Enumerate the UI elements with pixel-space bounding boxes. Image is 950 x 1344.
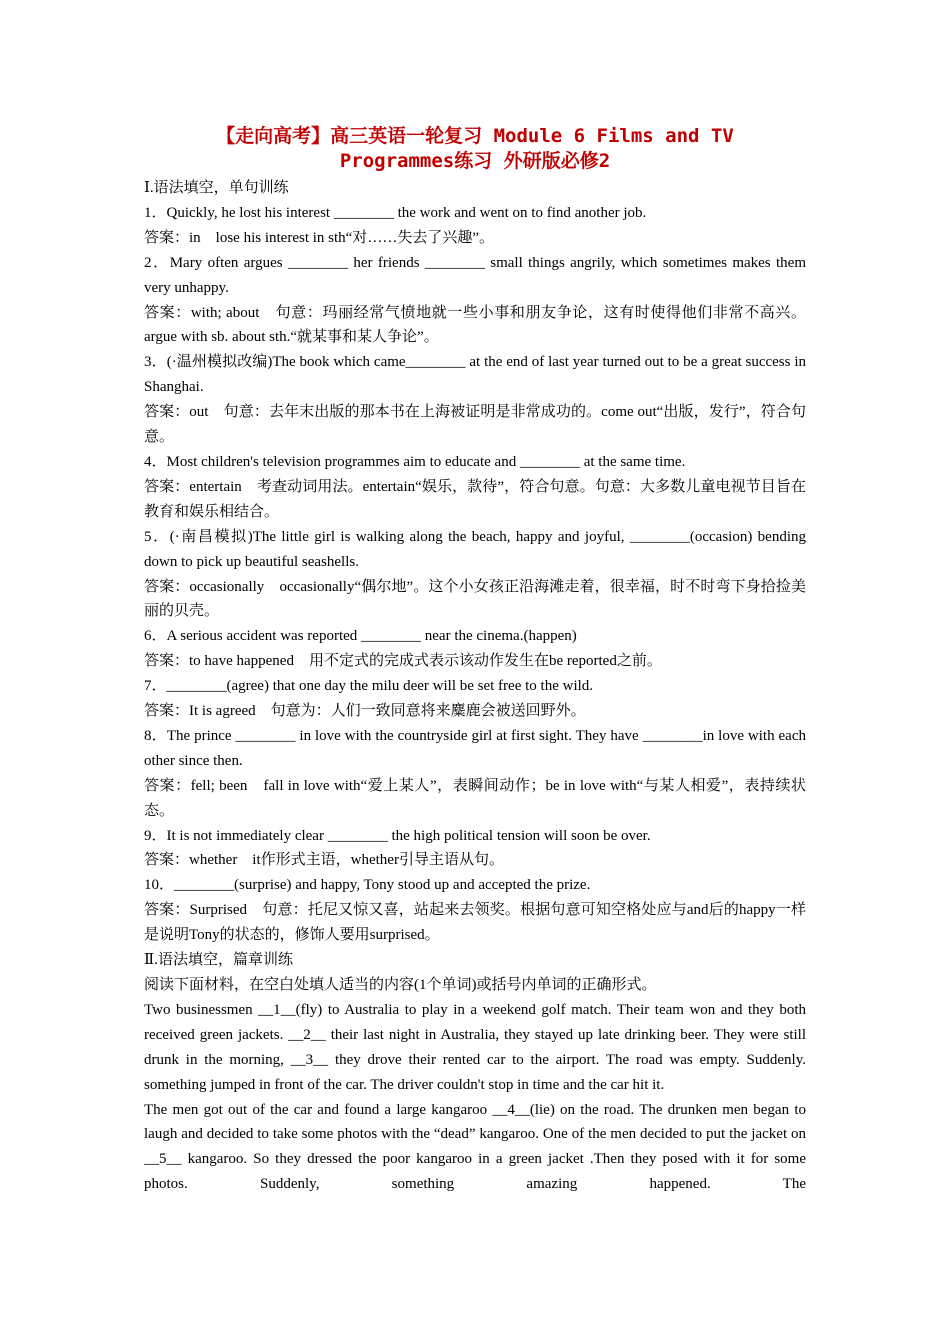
- title-line-2: Programmes练习 外研版必修2: [339, 150, 611, 172]
- section-2-heading: Ⅱ.语法填空，篇章训练: [144, 952, 293, 969]
- answer-7: 答案：It is agreed 句意为：人们一致同意将来麋鹿会被送回野外。: [144, 703, 586, 720]
- question-3: 3．(·温州模拟改编)The book which came________ at the end of last year turned out to be a great success in Shanghai.: [144, 354, 806, 396]
- answer-5: 答案：occasionally occasionally“偶尔地”。这个小女孩正沿海滩走着，很幸福，时不时弯下身拾捡美丽的贝壳。: [144, 578, 806, 620]
- section-1-heading: Ⅰ.语法填空，单句训练: [144, 180, 289, 196]
- question-1: 1．Quickly, he lost his interest ________ the work and went on to find another job.: [144, 204, 647, 221]
- section-2-instruction: 阅读下面材料，在空白处填人适当的内容(1个单词)或括号内单词的正确形式。: [144, 977, 657, 993]
- answer-8: 答案：fell; been fall in love with“爱上某人”，表瞬间动作；be in love with“与某人相爱”，表持续状态。: [144, 777, 806, 819]
- answer-2: 答案：with; about 句意：玛丽经常气愤地就一些小事和朋友争论，这有时使得他们非常不高兴。argue with sb. about sth.“就某事和某人争论”。: [144, 304, 806, 346]
- question-9: 9．It is not immediately clear ________ the high political tension will soon be over.: [144, 827, 651, 844]
- document-page: [144, 124, 806, 1197]
- answer-1: 答案：in lose his interest in sth“对……失去了兴趣”。: [144, 229, 494, 246]
- title-line-1: 【走向高考】高三英语一轮复习 Module 6 Films and TV: [216, 125, 734, 147]
- answer-3: 答案：out 句意：去年末出版的那本书在上海被证明是非常成功的。come out“出版，发行”，符合句意。: [144, 404, 806, 446]
- question-7: 7．________(agree) that one day the milu deer will be set free to the wild.: [144, 678, 594, 695]
- answer-10: 答案：Surprised 句意：托尼又惊又喜，站起来去领奖。根据句意可知空格处应与and后的happy一样是说明Tony的状态的，修饰人要用surprised。: [144, 902, 806, 944]
- answer-6: 答案：to have happened 用不定式的完成式表示该动作发生在be reported之前。: [144, 653, 662, 670]
- answer-4: 答案：entertain 考查动词用法。entertain“娱乐，款待”，符合句意。句意：大多数儿童电视节目旨在教育和娱乐相结合。: [144, 478, 806, 520]
- passage-paragraph-2: The men got out of the car and found a large kangaroo __4__(lie) on the road. The drunken men began to laugh and decided to take some photos with the “dead” kangaroo. One of the men decided to put the jacket on __5__ kangaroo. So they dressed the poor kangaroo in a green jacket .Then they posed with it for some photos. Suddenly, something amazing happened. The: [144, 1101, 806, 1193]
- question-8: 8．The prince ________ in love with the countryside girl at first sight. They have ________in love with each other since then.: [144, 727, 806, 769]
- question-2: 2．Mary often argues ________ her friends ________ small things angrily, which sometimes makes them very unhappy.: [144, 254, 806, 296]
- question-5: 5．(·南昌模拟)The little girl is walking along the beach, happy and joyful, ________(occasion) bending down to pick up beautiful seashells.: [144, 528, 806, 570]
- answer-9: 答案：whether it作形式主语，whether引导主语从句。: [144, 852, 504, 869]
- question-10: 10．________(surprise) and happy, Tony stood up and accepted the prize.: [144, 877, 591, 894]
- passage-paragraph-1: Two businessmen __1__(fly) to Australia to play in a weekend golf match. Their team won and they both received green jackets. __2__ their last night in Australia, they stayed up late drinking beer. They were still drunk in the morning, __3__ they drove their rented car to the airport. The road was empty. Suddenly. something jumped in front of the car. The driver couldn't stop in time and the car hit it.: [144, 1001, 806, 1093]
- document-title: [144, 124, 806, 174]
- question-4: 4．Most children's television programmes aim to educate and ________ at the same time.: [144, 453, 686, 470]
- question-6: 6．A serious accident was reported ________ near the cinema.(happen): [144, 628, 577, 645]
